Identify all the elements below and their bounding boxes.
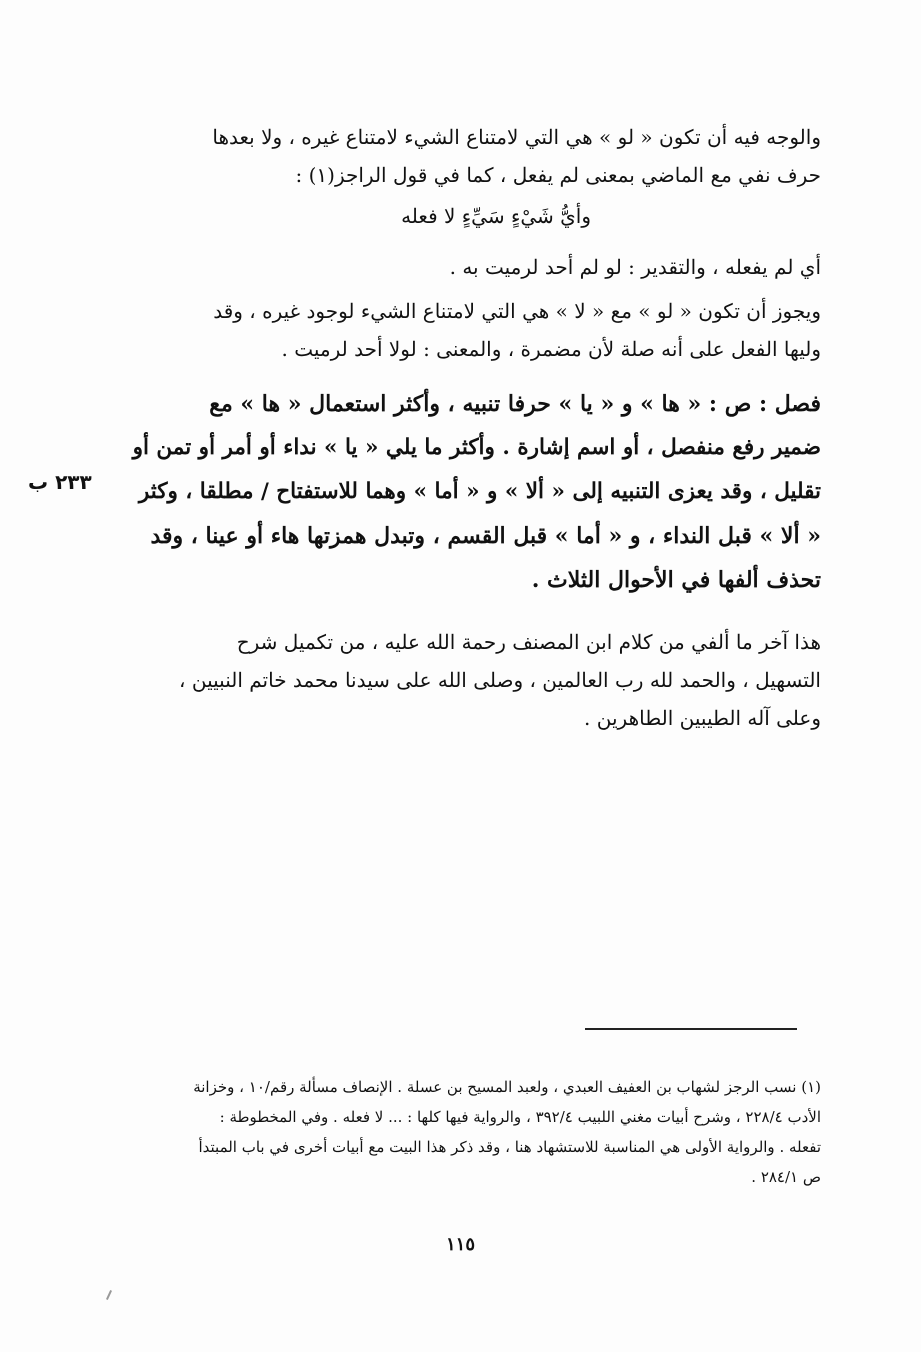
bold-line: تحذف ألفها في الأحوال الثلاث .: [531, 567, 821, 593]
bold-line: « ألا » قبل النداء ، و « أما » قبل القسم ، وتبدل همزتها هاء أو عينا ، وقد: [150, 523, 821, 549]
text-line: أي لم يفعله ، والتقدير : لو لم أحد لرميت به .: [449, 255, 821, 279]
text-line: وليها الفعل على أنه صلة لأن مضمرة ، والمعنى : لولا أحد لرميت .: [281, 337, 821, 361]
footnote-line: الأدب ٢٢٨/٤ ، وشرح أبيات مغني اللبيب ٣٩٢/٤ ، والرواية فيها كلها : ... لا فعله . وفي المخطوطة :: [219, 1108, 821, 1126]
page-number: ١١٥: [445, 1234, 475, 1255]
footnote-separator: [585, 1028, 797, 1030]
bold-line: تقليل ، وقد يعزى التنبيه إلى « ألا » و « أما » وهما للاستفتاح / مطلقا ، وكثر: [138, 479, 821, 504]
footnote-line: ص ٢٨٤/١ .: [751, 1168, 821, 1186]
paragraph-law-la: [128, 292, 821, 368]
text-line: هذا آخر ما ألفي من كلام ابن المصنف رحمة الله عليه ، من تكميل شرح: [236, 630, 821, 654]
text-line: والوجه فيه أن تكون « لو » هي التي لامتناع الشيء لامتناع غيره ، ولا بعدها: [212, 125, 821, 149]
footnote-line: تفعله . والرواية الأولى هي المناسبة للاستشهاد هنا ، وقد ذكر هذا البيت مع أبيات أخرى في باب المبتدأ: [198, 1138, 821, 1156]
paragraph-taqdir: [128, 248, 821, 286]
section-fasl-bold: [128, 382, 821, 602]
manuscript-folio-marker: ٢٣٣ ب: [28, 470, 92, 494]
closing-paragraph: [128, 623, 821, 737]
bold-line: فصل : ص : « ها » و « يا » حرفا تنبيه ، وأكثر استعمال « ها » مع: [209, 391, 821, 417]
text-line: حرف نفي مع الماضي بمعنى لم يفعل ، كما في قول الراجز(١) :: [295, 163, 821, 187]
paragraph-law-explanation: [128, 118, 821, 194]
text-line: وعلى آله الطيبين الطاهرين .: [584, 706, 821, 730]
footnote: [130, 1072, 821, 1192]
text-line: التسهيل ، والحمد لله رب العالمين ، وصلى الله على سيدنا محمد خاتم النبيين ،: [179, 668, 821, 692]
poetry-verse: وأيُّ شَيْءٍ سَيِّءٍ لا فعله: [401, 204, 591, 228]
scan-speck: [106, 1290, 112, 1300]
text-line: ويجوز أن تكون « لو » مع « لا » هي التي لامتناع الشيء لوجود غيره ، وقد: [213, 299, 821, 323]
footnote-line: (١) نسب الرجز لشهاب بن العفيف العبدي ، ولعبد المسيح بن عسلة . الإنصاف مسألة رقم/١٠ ، وخزانة: [193, 1078, 821, 1096]
bold-line: ضمير رفع منفصل ، أو اسم إشارة . وأكثر ما يلي « يا » نداء أو أمر أو تمن أو: [132, 435, 821, 460]
